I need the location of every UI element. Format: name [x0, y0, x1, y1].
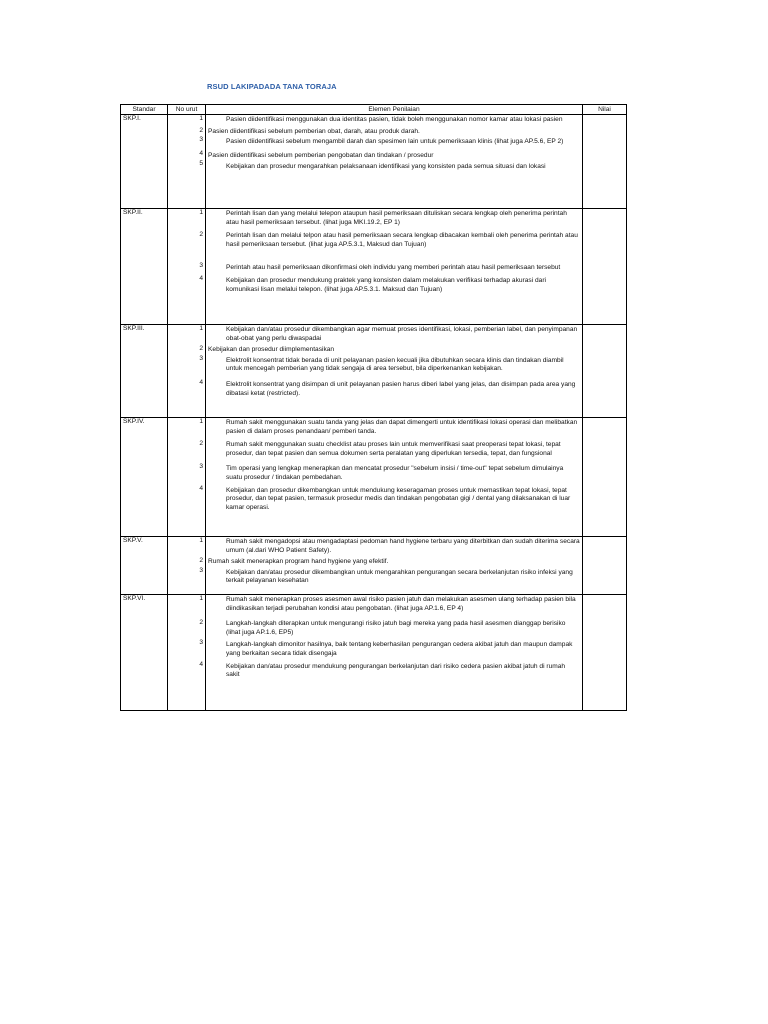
element-text: Pasien diidentifikasi sebelum mengambil darah dan spesimen lain untuk pemeriksaan klinis (lihat juga AP.5.6, EP 2) — [226, 138, 564, 146]
nilai-cell[interactable] — [583, 418, 627, 537]
item-number: 3 — [199, 463, 203, 471]
item-number: 2 — [199, 230, 203, 238]
elements-cell — [206, 115, 583, 209]
item-number: 4 — [199, 484, 203, 492]
table-row — [121, 115, 627, 209]
element-text: Perintah lisan dan yang melalui telepon ataupun hasil pemeriksaan dituliskan secara lengkap oleh penerima perintah atau hasil pemeriksaan tersebut. (lihat juga MKI.19.2, EP 1) — [226, 210, 567, 226]
nilai-cell[interactable] — [583, 595, 627, 711]
element-text: Rumah sakit mengadopsi atau mengadaptasi pedoman hand hygiene terbaru yang diterbitkan dan sudah diterima secara umum (al.dari WHO Patient Safety). — [226, 538, 580, 554]
header-row — [121, 105, 627, 115]
item-number: 3 — [199, 639, 203, 647]
table-row — [121, 209, 627, 325]
table-row — [121, 537, 627, 595]
standard-code: SKP.III. — [121, 325, 168, 418]
element-text: Rumah sakit menerapkan program hand hygiene yang efektif. — [208, 558, 389, 566]
item-number: 1 — [199, 115, 203, 122]
table-row — [121, 325, 627, 418]
element-text: Kebijakan dan prosedur diimplementasikan — [208, 346, 335, 354]
item-number: 1 — [199, 595, 203, 602]
table-body — [121, 115, 627, 711]
element-text: Kebijakan dan/atau prosedur dikembangkan agar memuat proses identifikasi, lokasi, pemberian label, dan penyimpanan obat-obat yang perlu diwaspadai — [226, 326, 578, 342]
element-text: Langkah-langkah diterapkan untuk mengurangi risiko jatuh bagi mereka yang pada hasil asesmen dianggap berisiko (lihat juga AP.1.6, EP5) — [226, 620, 566, 636]
standard-code: SKP.V. — [121, 537, 168, 595]
element-text: Perintah lisan dan melalui telpon atau hasil pemeriksaan secara lengkap dibacakan kembali oleh penerima perintah atau hasil pemeriksaan tersebut. (lihat juga AP.5.3.1, Maksud dan Tujuan) — [226, 232, 578, 248]
item-numbers — [168, 418, 206, 537]
element-text: Kebijakan dan prosedur dikembangkan untuk mendukung keseragaman proses untuk memastikan tepat lokasi, tepat prosedur, dan tepat pasien, termasuk prosedur medis dan tindakan pengobatan gigi / dental yang dilaksanakan di luar kamar operasi. — [226, 486, 571, 511]
nilai-cell[interactable] — [583, 537, 627, 595]
header-no-urut: No urut — [168, 105, 206, 115]
document-title: RSUD LAKIPADADA TANA TORAJA — [207, 82, 337, 91]
elements-cell — [206, 418, 583, 537]
element-text: Elektrolit konsentrat tidak berada di unit pelayanan pasien kecuali jika dibutuhkan secara klinis dan tindakan diambil untuk mencegah pemberian yang tidak sengaja di area tersebut, bila diperkenankan kebijakan. — [226, 356, 564, 373]
item-number: 1 — [199, 325, 203, 332]
element-text: Rumah sakit menggunakan suatu checklist atau proses lain untuk memverifikasi saat preoperasi tepat lokasi, tepat prosedur, dan tepat pasien dan semua dokumen serta peralatan yang diperlukan tersedia, tepat, dan fungsional — [226, 441, 561, 457]
item-number: 1 — [199, 537, 203, 544]
standard-code: SKP.IV. — [121, 418, 168, 537]
item-number: 3 — [199, 136, 203, 144]
elements-cell — [206, 325, 583, 418]
item-number: 1 — [199, 418, 203, 425]
item-number: 3 — [199, 262, 203, 270]
item-numbers — [168, 209, 206, 325]
nilai-cell[interactable] — [583, 115, 627, 209]
elements-cell — [206, 595, 583, 711]
table-row — [121, 418, 627, 537]
element-text: Tim operasi yang lengkap menerapkan dan mencatat prosedur "sebelum insisi / time-out" tepat sebelum dimulainya suatu prosedur / tindakan pembedahan. — [226, 465, 564, 481]
item-number: 4 — [199, 149, 203, 157]
item-number: 4 — [199, 274, 203, 282]
item-numbers — [168, 537, 206, 595]
header-nilai: Nilai — [583, 105, 627, 115]
element-text: Pasien diidentifikasi sebelum pemberian obat, darah, atau produk darah. — [208, 127, 420, 135]
header-elemen: Elemen Penilaian — [206, 105, 583, 115]
item-numbers — [168, 325, 206, 418]
item-number: 2 — [199, 556, 203, 564]
nilai-cell[interactable] — [583, 209, 627, 325]
item-number: 2 — [199, 618, 203, 626]
nilai-cell[interactable] — [583, 325, 627, 418]
element-text: Perintah atau hasil pemeriksaan dikonfirmasi oleh individu yang memberi perintah atau hasil pemeriksaan tersebut — [226, 264, 561, 272]
header-standar: Standar — [121, 105, 168, 115]
item-number: 3 — [199, 355, 203, 363]
item-number: 5 — [199, 160, 203, 168]
standard-code: SKP.VI. — [121, 595, 168, 711]
item-number: 4 — [199, 660, 203, 668]
item-number: 3 — [199, 567, 203, 575]
item-number: 2 — [199, 126, 203, 134]
elements-cell — [206, 209, 583, 325]
item-numbers — [168, 115, 206, 209]
element-text: Rumah sakit menggunakan suatu tanda yang jelas dan dapat dimengerti untuk identifikasi lokasi operasi dan melibatkan pasien di dalam proses penandaan/ pemberi tanda. — [226, 419, 578, 435]
element-text: Rumah sakit menerapkan proses asesmen awal risiko pasien jatuh dan melakukan asesmen ulang terhadap pasien bila diindikasikan terjadi perubahan kondisi atau pengobatan. (lihat juga AP.1.6, EP 4) — [226, 596, 576, 612]
element-text: Kebijakan dan prosedur mengarahkan pelaksanaan identifikasi yang konsisten pada semua situasi dan lokasi — [226, 163, 546, 171]
standard-code: SKP.I. — [121, 115, 168, 209]
item-number: 4 — [199, 378, 203, 386]
assessment-table — [120, 104, 627, 711]
element-text: Pasien diidentifikasi menggunakan dua identitas pasien, tidak boleh menggunakan nomor kamar atau lokasi pasien — [226, 116, 563, 123]
element-text: Langkah-langkah dimonitor hasilnya, baik tentang keberhasilan pengurangan cedera akibat jatuh dan maupun dampak yang berkaitan secara tidak disengaja — [226, 641, 573, 657]
element-text: Elektrolit konsentrat yang disimpan di unit pelayanan pasien harus diberi label yang jelas, dan disimpan pada area yang dibatasi ketat (restricted). — [226, 380, 576, 397]
element-text: Kebijakan dan prosedur mendukung praktek yang konsisten dalam melakukan verifikasi terhadap akurasi dari komunikasi lisan melalui telepon. (lihat juga AP.5.3.1. Maksud dan Tujuan) — [226, 276, 546, 293]
table-row — [121, 595, 627, 711]
item-number: 2 — [199, 344, 203, 352]
standard-code: SKP.II. — [121, 209, 168, 325]
item-number: 1 — [199, 209, 203, 216]
item-numbers — [168, 595, 206, 711]
elements-cell — [206, 537, 583, 595]
item-number: 2 — [199, 439, 203, 447]
element-text: Pasien diidentifikasi sebelum pemberian pengobatan dan tindakan / prosedur — [208, 151, 434, 159]
element-text: Kebijakan dan/atau prosedur dikembangkan untuk mengarahkan pengurangan secara berkelanjutan risiko infeksi yang terkait pelayanan kesehatan — [226, 568, 573, 585]
element-text: Kebijakan dan/atau prosedur mendukung pengurangan berkelanjutan dari risiko cedera pasien akibat jatuh di rumah sakit — [226, 662, 566, 679]
